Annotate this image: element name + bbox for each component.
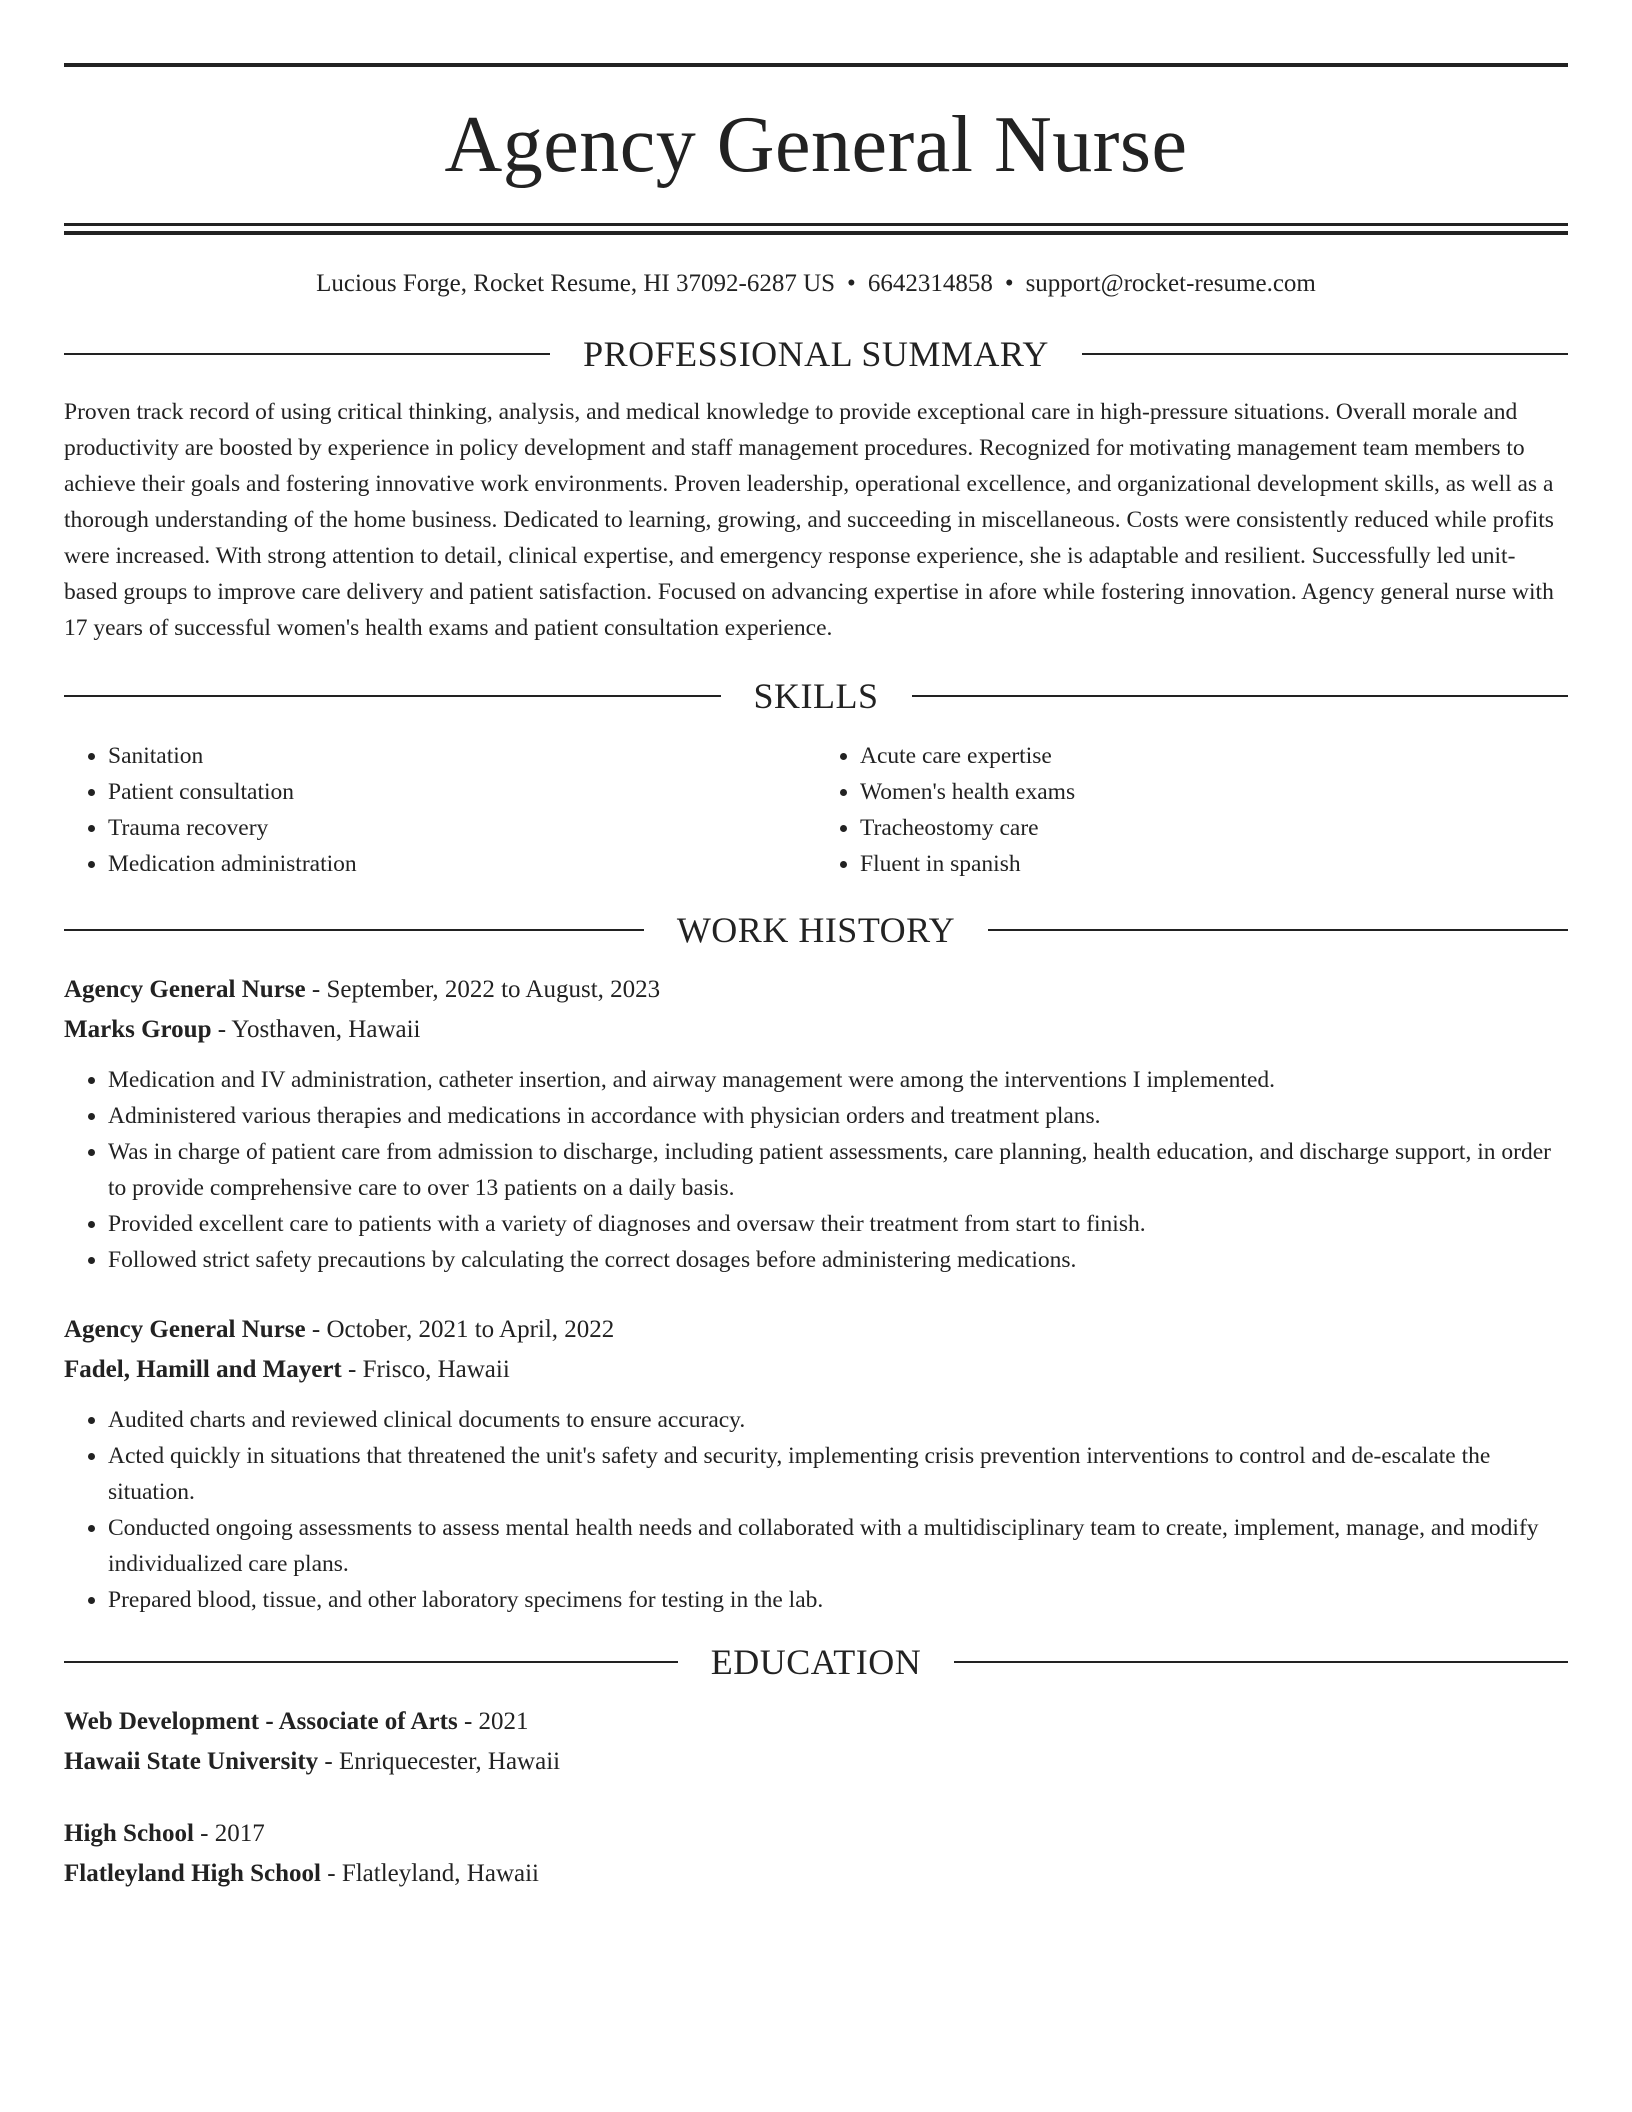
job-bullet: • Administered various therapies and medications in accordance with physician orders and treatment plans. — [108, 1098, 1568, 1134]
education-section-heading — [64, 1640, 1568, 1684]
heading-rule — [988, 929, 1568, 931]
contact-separator: • — [1004, 270, 1014, 297]
skill-item: • Sanitation — [108, 738, 816, 774]
education-entry — [64, 1814, 1568, 1894]
skill-item: • Acute care expertise — [860, 738, 1568, 774]
skill-item: • Women's health exams — [860, 774, 1568, 810]
skills-list — [64, 738, 1568, 882]
job-dates: October, 2021 to April, 2022 — [326, 1316, 615, 1343]
education-school: Hawaii State University — [64, 1748, 319, 1775]
skill-item: • Fluent in spanish — [860, 846, 1568, 882]
job-title-line: Agency General Nurse - October, 2021 to April, 2022 — [64, 1316, 615, 1343]
education-school-line: Flatleyland High School - Flatleyland, Hawaii — [64, 1860, 539, 1887]
heading-rule — [912, 695, 1569, 697]
heading-rule — [64, 929, 644, 931]
summary-section-heading — [64, 332, 1568, 376]
contact-line — [64, 268, 1568, 300]
work-section-heading — [64, 908, 1568, 952]
job-location: Frisco, Hawaii — [362, 1356, 510, 1383]
job-title: Agency General Nurse — [64, 1316, 306, 1343]
job-company-line: Marks Group - Yosthaven, Hawaii — [64, 1016, 421, 1043]
skills-column-left — [64, 738, 816, 882]
skills-column-right — [816, 738, 1568, 882]
job-bullet: • Conducted ongoing assessments to assess mental health needs and collaborated with a multidisciplinary team to create, implement, manage, and modify individualized care plans. — [108, 1510, 1568, 1582]
education-year: 2017 — [214, 1820, 265, 1847]
job-bullet: • Acted quickly in situations that threatened the unit's safety and security, implementing crisis prevention interventions to control and de-escalate the situation. — [108, 1438, 1568, 1510]
resume-title: Agency General Nurse — [444, 101, 1188, 189]
heading-rule — [1082, 353, 1568, 355]
education-year: 2021 — [478, 1708, 529, 1735]
contact-separator: • — [847, 270, 856, 297]
job-title: Agency General Nurse — [64, 976, 306, 1003]
education-school: Flatleyland High School — [64, 1860, 321, 1887]
skill-item: • Patient consultation — [108, 774, 816, 810]
job-bullets — [64, 1062, 1568, 1278]
education-heading-label: EDUCATION — [710, 1642, 922, 1682]
job-bullet: • Was in charge of patient care from admission to discharge, including patient assessments, care planning, health education, and discharge support, in order to provide comprehensive care to over 13 patients on a daily basis. — [108, 1134, 1568, 1206]
job-bullet: • Medication and IV administration, catheter insertion, and airway management were among the interventions I implemented. — [108, 1062, 1568, 1098]
education-entry — [64, 1702, 1568, 1782]
skill-item: • Medication administration — [108, 846, 816, 882]
heading-rule — [954, 1661, 1568, 1663]
title-double-rule — [64, 223, 1568, 235]
work-heading-label: WORK HISTORY — [676, 910, 956, 950]
heading-rule — [64, 695, 721, 697]
education-degree: Web Development - Associate of Arts — [64, 1708, 458, 1735]
job-company: Marks Group — [64, 1016, 212, 1043]
top-rule — [64, 63, 1568, 67]
job-company: Fadel, Hamill and Mayert — [64, 1356, 342, 1383]
skill-item: • Trauma recovery — [108, 810, 816, 846]
heading-rule — [64, 353, 550, 355]
education-location: Enriquecester, Hawaii — [338, 1748, 561, 1775]
skills-section-heading — [64, 674, 1568, 718]
job-company-line: Fadel, Hamill and Mayert - Frisco, Hawaii — [64, 1356, 510, 1383]
summary-heading-label: PROFESSIONAL SUMMARY — [583, 334, 1049, 374]
education-location: Flatleyland, Hawaii — [341, 1860, 539, 1887]
education-degree: High School — [64, 1820, 194, 1847]
job-entry — [64, 1310, 1568, 1618]
education-degree-line: High School - 2017 — [64, 1820, 265, 1847]
job-title-line: Agency General Nurse - September, 2022 to August, 2023 — [64, 976, 661, 1003]
education-school-line: Hawaii State University - Enriquecester, Hawaii — [64, 1748, 561, 1775]
heading-rule — [64, 1661, 678, 1663]
job-bullet: • Audited charts and reviewed clinical documents to ensure accuracy. — [108, 1402, 1568, 1438]
job-dates: September, 2022 to August, 2023 — [326, 976, 661, 1003]
job-location: Yosthaven, Hawaii — [231, 1016, 421, 1043]
job-bullet: • Prepared blood, tissue, and other laboratory specimens for testing in the lab. — [108, 1582, 1568, 1618]
contact-address: Lucious Forge, Rocket Resume, HI 37092-6287 US — [316, 270, 836, 297]
job-bullet: • Provided excellent care to patients with a variety of diagnoses and oversaw their treatment from start to finish. — [108, 1206, 1568, 1242]
job-bullet: • Followed strict safety precautions by calculating the correct dosages before administering medications. — [108, 1242, 1568, 1278]
skills-heading-label: SKILLS — [753, 676, 879, 716]
contact-phone: 6642314858 — [867, 270, 993, 297]
summary-text: Proven track record of using critical thinking, analysis, and medical knowledge to provide exceptional care in high-pressure situations. Overall morale and productivity are boosted by experience in policy development and staff management procedures. Recognized for motivating management team members to achieve their goals and fostering innovative work environments. Proven leadership, operational excellence, and organizational development skills, as well as a thorough understanding of the home business. Dedicated to learning, growing, and succeeding in miscellaneous. Costs were consistently reduced while profits were increased. With strong attention to detail, clinical expertise, and emergency response experience, she is adaptable and resilient. Successfully led unit-based groups to improve care delivery and patient satisfaction. Focused on advancing expertise in afore while fostering innovation. Agency general nurse with 17 years of successful women's health exams and patient consultation experience. — [64, 399, 1554, 641]
contact-email: support@rocket-resume.com — [1025, 270, 1316, 297]
skill-item: • Tracheostomy care — [860, 810, 1568, 846]
education-degree-line: Web Development - Associate of Arts - 2021 — [64, 1708, 529, 1735]
job-bullets — [64, 1402, 1568, 1618]
job-entry — [64, 970, 1568, 1278]
